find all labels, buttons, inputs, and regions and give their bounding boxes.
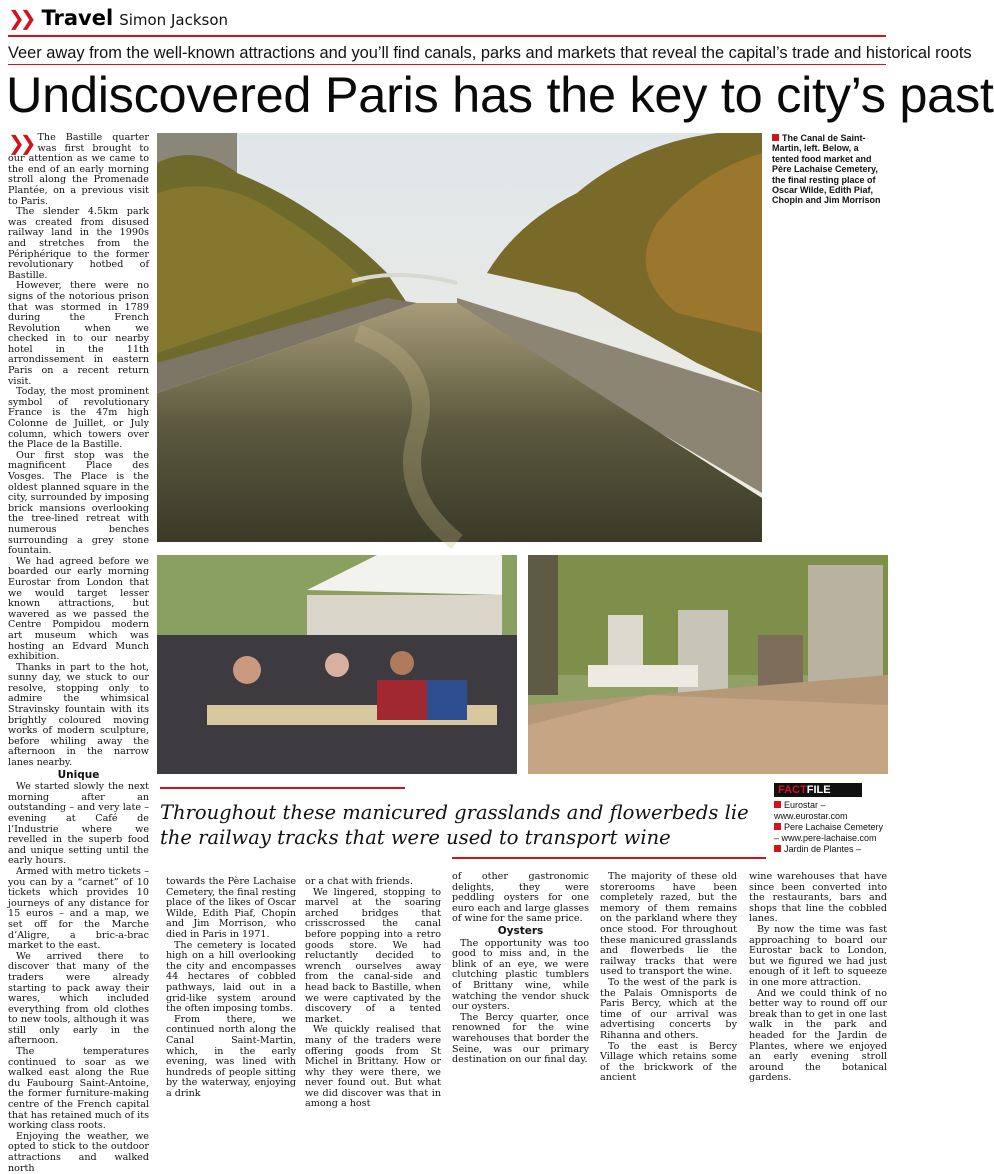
bullet-square-icon [774, 845, 781, 852]
photo-caption [772, 133, 882, 206]
paragraph: Armed with metro tickets – you can by a “carnet” of 10 tickets which provides 10 journeys of any distance for 15 euros – and a map, we set off for the Marche d’Aligre, a bric-a-brac market to the east. [8, 865, 149, 952]
paragraph: The temperatures continued to soar as we walked east along the Rue du Faubourg Saint-Antoine, the former furniture-making centre of the French capital that has retained much of its working class roots. [8, 1046, 149, 1132]
paragraph: The cemetery is located high on a hill overlooking the city and encompasses 44 hectares of cobbled pathways, laid out in a grid-like system around the often imposing tombs. [166, 939, 296, 1015]
byline: Simon Jackson [119, 11, 229, 29]
factfile-item-text: Eurostar – www.eurostar.com [774, 800, 848, 821]
factfile-item [774, 844, 888, 855]
article-column-2 [166, 876, 296, 1099]
cemetery-photo [528, 555, 888, 774]
paragraph: We quickly realised that many of the traders were offering goods from St Michel in Brittany. How or why they were there, we never found out. But what we did discover was that in among a host [305, 1024, 441, 1110]
section-header [8, 6, 228, 32]
section-name: Travel [41, 6, 114, 30]
article-column-6 [749, 872, 887, 1085]
pull-quote-rule-bottom [452, 857, 766, 859]
standfirst: Veer away from the well-known attractions and you’ll find canals, parks and markets that reveal the capital’s trade and historical roots [8, 44, 972, 62]
market-photo [157, 555, 517, 774]
bullet-square-icon [774, 801, 781, 808]
pull-quote: Throughout these manicured grasslands and flowerbeds lie the railway tracks that were used to transport wine [160, 801, 749, 849]
headline: Undiscovered Paris has the key to city’s past [6, 66, 994, 123]
paragraph: However, there were no signs of the notorious prison that was stormed in 1789 during the French Revolution when we checked in to our nearby hotel in the 11th arrondissement in eastern Paris on a recent return visit. [8, 280, 149, 387]
factfile-item-text: Pere Lachaise Cemetery – www.pere-lachaise.com [774, 822, 884, 843]
subheading: Unique [57, 768, 100, 781]
paragraph: To the east is Bercy Village which retains some of the brickwork of the ancient [600, 1040, 737, 1084]
article-column-1 [8, 131, 149, 1174]
paragraph: By now the time was fast approaching to board our Eurostar back to London, but we figured we had just enough of it left to squeeze in one more attraction. [749, 923, 887, 988]
article-column-4 [452, 872, 589, 1085]
paragraph: We started slowly the next morning after an outstanding – and very late – evening at Café de l’Industrie where we revelled in the superb food and unique setting until the early hours. [8, 781, 149, 867]
paragraph: of other gastronomic delights, they were peddling oysters for one euro each and large glasses of wine for the same price. [452, 871, 589, 925]
subheading: Oysters [497, 924, 544, 937]
chevron-marker-icon: ❯❯ [8, 6, 32, 30]
factfile-item [774, 822, 888, 844]
paragraph: or a chat with friends. [305, 876, 413, 887]
factfile-label-fact: FACT [778, 784, 807, 796]
paragraph: Enjoying the weather, we opted to stick to the outdoor attractions and walked north [8, 1130, 149, 1174]
paragraph: towards the Père Lachaise Cemetery, the final resting place of the likes of Oscar Wilde, Edith Piaf, Chopin and Jim Morrison, who died in Paris in 1971. [166, 876, 296, 940]
article-column-5 [600, 872, 737, 1085]
factfile-label-file: FILE [806, 784, 831, 796]
factfile-item [774, 800, 888, 822]
factfile-item-text: Jardin de Plantes – [784, 844, 862, 854]
header-rule [8, 35, 886, 37]
paragraph: From there, we continued north along the Canal Saint-Martin, which, in the early evening, was lined with hundreds of people sitting by the waterway, enjoying a drink [166, 1013, 296, 1099]
paragraph: The opportunity was too good to miss and, in the blink of an eye, we were clutching plastic tumblers of Brittany wine, while watching the vendor shuck our oysters. [452, 937, 589, 1013]
paragraph: Thanks in part to the hot, sunny day, we stuck to our resolve, stopping only to admire the whimsical Stravinsky fountain with its brightly coloured moving works of modern sculpture, before whiling away the afternoon in the narrow lanes nearby. [8, 661, 149, 769]
caption-text: The Canal de Saint-Martin, left. Below, a tented food market and Père Lachaise Cemetery, the final resting place of Oscar Wilde, Edith Piaf, Chopin and Jim Morrison [772, 133, 881, 206]
paragraph: To the west of the park is the Palais Omnisports de Paris Bercy, which at the time of our arrival was advertising concerts by Rihanna and others. [600, 976, 737, 1041]
bullet-square-icon [774, 823, 781, 830]
factfile-label [774, 783, 862, 797]
paragraph: The Bercy quarter, once renowned for the wine warehouses that border the Seine, was our primary destination on our final day. [452, 1011, 589, 1066]
paragraph: And we could think of no better way to round off our break than to get in one last walk in the park and headed for the Jardin de Plantes, where we enjoyed an early evening stroll around the botanical gardens. [749, 987, 887, 1084]
article-column-3 [305, 876, 441, 1110]
paragraph: wine warehouses that have since been converted into the restaurants, bars and shops that line the cobbled lanes. [749, 871, 887, 925]
pull-quote-rule-top [160, 787, 405, 789]
drop-chevron-icon: ❯❯ [8, 131, 32, 155]
paragraph: The Bastille quarter was first brought to our attention as we came to the end of an early morning stroll along the Promenade Plantée, on a previous visit to Paris. [8, 132, 149, 207]
paragraph: The slender 4.5km park was created from disused railway land in the 1990s and stretches from the Périphérique to the former revolutionary hotbed of Bastille. [8, 206, 149, 281]
caption-square-icon [772, 134, 779, 141]
paragraph: Our first stop was the magnificent Place des Vosges. The Place is the oldest planned square in the city, surrounded by imposing brick mansions overlooking the tree-lined retreat with numerous benches surrounding a grey stone fountain. [8, 449, 149, 557]
paragraph: Today, the most prominent symbol of revolutionary France is the 47m high Colonne de Juillet, or July column, which towers over the Place de la Bastille. [8, 386, 149, 451]
canal-photo [157, 133, 762, 542]
paragraph: We had agreed before we boarded our early morning Eurostar from London that we would target lesser known attractions, but wavered as we passed the Centre Pompidou modern art museum which was hosting an Edvard Munch exhibition. [8, 555, 149, 663]
paragraph: We arrived there to discover that many of the traders were already starting to pack away their wares, which included everything from old clothes to new tools, although it was still only early in the afternoon. [8, 950, 149, 1047]
paragraph: We lingered, stopping to marvel at the soaring arched bridges that crisscrossed the canal before popping into a retro goods store. We had reluctantly decided to wrench ourselves away from the canal-side and head back to Bastille, when we were captivated by the discovery of a tented market. [305, 886, 441, 1025]
factfile-list [774, 800, 888, 855]
paragraph: The majority of these old storerooms have been completely razed, but the memory of them remains on the parkland where they once stood. For throughout these manicured grasslands and flowerbeds lie the railway tracks that were used to transport the wine. [600, 871, 737, 978]
